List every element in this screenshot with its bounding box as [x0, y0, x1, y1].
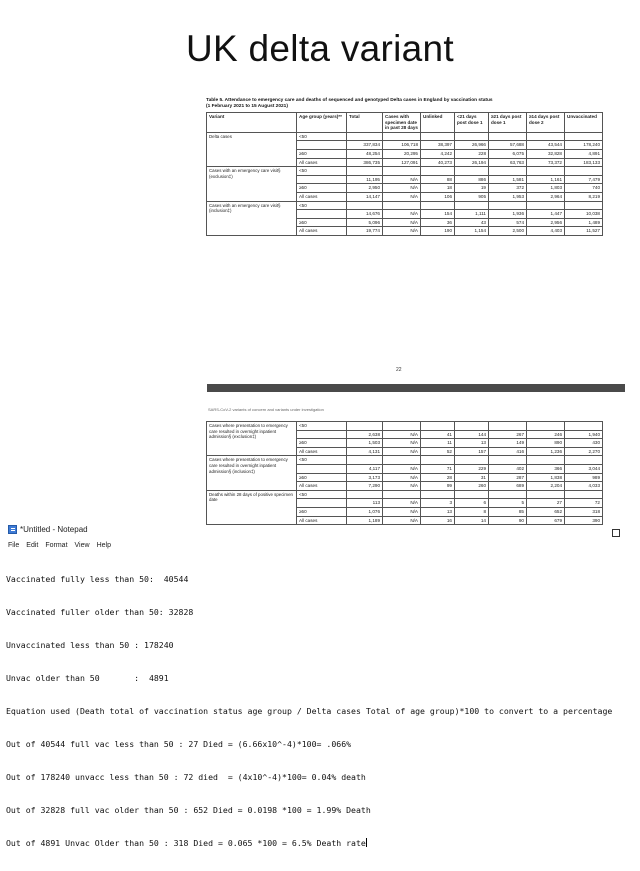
value-cell: 267 — [489, 430, 527, 439]
value-cell — [421, 490, 455, 499]
text-line: Unvac older than 50 : 4891 — [6, 673, 169, 683]
value-cell: 416 — [489, 447, 527, 456]
value-cell: 106 — [421, 192, 455, 201]
value-cell: 246 — [527, 430, 565, 439]
value-cell: N/A — [383, 482, 421, 491]
value-cell: 886 — [455, 175, 489, 184]
value-cell: 7,479 — [565, 175, 603, 184]
text-line: Equation used (Death total of vaccination status age group / Delta cases Total of age group)*100 to convert to a percentage — [6, 706, 613, 716]
age-group-cell: ≥50 — [297, 473, 347, 482]
value-cell: 7,290 — [347, 482, 383, 491]
value-cell — [383, 490, 421, 499]
text-line: Vaccinated fully less than 50: 40544 — [6, 574, 189, 584]
text-line: Vaccinated fuller older than 50: 32828 — [6, 607, 194, 617]
value-cell: 88 — [421, 175, 455, 184]
age-group-cell: <50 — [297, 422, 347, 431]
value-cell — [565, 422, 603, 431]
last-text-line: Out of 4891 Unvac Older than 50 : 318 Died = 0.065 *100 = 6.5% Death rate — [6, 838, 366, 848]
value-cell: 1,189 — [347, 516, 383, 525]
page-running-header: SARS-CoV-2 variants of concern and variants under investigation — [208, 407, 324, 412]
page-divider — [207, 384, 625, 392]
text-line: Out of 40544 full vac less than 50 : 27 Died = (6.66x10^-4)*100= .066% — [6, 739, 352, 749]
value-cell — [347, 422, 383, 431]
value-cell: 26,194 — [455, 158, 489, 167]
value-cell — [421, 456, 455, 465]
value-cell: 43,544 — [527, 141, 565, 150]
report-page-bottom — [206, 421, 624, 525]
value-cell: 85 — [489, 507, 527, 516]
value-cell — [383, 167, 421, 176]
text-line: Out of 178240 unvacc less than 50 : 72 died = (4x10^-4)*100= 0.04% death — [6, 772, 366, 782]
value-cell: 73,372 — [527, 158, 565, 167]
value-cell — [565, 201, 603, 210]
value-cell: N/A — [383, 227, 421, 236]
report-page-top — [206, 98, 624, 236]
value-cell: 13 — [421, 507, 455, 516]
value-cell — [565, 456, 603, 465]
value-cell: 689 — [489, 482, 527, 491]
value-cell — [383, 132, 421, 141]
table-row — [207, 132, 603, 141]
value-cell: 20,295 — [383, 149, 421, 158]
value-cell: N/A — [383, 464, 421, 473]
value-cell: 989 — [565, 473, 603, 482]
value-cell: 2,956 — [527, 218, 565, 227]
value-cell — [565, 167, 603, 176]
menu-edit[interactable]: Edit — [26, 542, 39, 549]
column-header: Age group (years)** — [297, 113, 347, 133]
value-cell — [565, 132, 603, 141]
notepad-window[interactable] — [0, 522, 640, 848]
table-header — [207, 113, 603, 133]
value-cell: 32,828 — [527, 149, 565, 158]
value-cell: 1,838 — [527, 473, 565, 482]
value-cell: 1,503 — [347, 439, 383, 448]
value-cell: N/A — [383, 507, 421, 516]
notepad-icon — [8, 525, 17, 534]
value-cell: 2,964 — [527, 192, 565, 201]
value-cell: 574 — [489, 218, 527, 227]
value-cell: 157 — [455, 447, 489, 456]
value-cell: 337,834 — [347, 141, 383, 150]
value-cell: 1,940 — [565, 430, 603, 439]
value-cell: N/A — [383, 439, 421, 448]
value-cell — [527, 132, 565, 141]
value-cell: 679 — [527, 516, 565, 525]
header-row — [207, 113, 603, 133]
value-cell: 40,273 — [421, 158, 455, 167]
age-group-cell: <50 — [297, 456, 347, 465]
value-cell: 19,774 — [347, 227, 383, 236]
column-header: Variant — [207, 113, 297, 133]
value-cell — [455, 201, 489, 210]
value-cell: N/A — [383, 447, 421, 456]
value-cell: 14,147 — [347, 192, 383, 201]
value-cell: N/A — [383, 218, 421, 227]
section-label: Cases where presentation to emergency care resulted in overnight inpatient admission§ (inclusion‡) — [207, 456, 297, 490]
value-cell: 1,161 — [527, 175, 565, 184]
value-cell: 3,044 — [565, 464, 603, 473]
age-group-cell: <50 — [297, 132, 347, 141]
table-row — [207, 422, 603, 431]
value-cell: 1,154 — [455, 227, 489, 236]
value-cell: 287 — [489, 473, 527, 482]
value-cell — [565, 490, 603, 499]
table-row — [207, 201, 603, 210]
value-cell — [527, 422, 565, 431]
menu-file[interactable]: File — [8, 542, 20, 549]
value-cell: 890 — [527, 439, 565, 448]
value-cell — [347, 201, 383, 210]
age-group-cell: All cases — [297, 482, 347, 491]
value-cell: 6 — [455, 499, 489, 508]
age-group-cell — [297, 210, 347, 219]
menu-help[interactable]: Help — [96, 542, 111, 549]
value-cell — [489, 201, 527, 210]
section-label: Deaths within 28 days of positive specimen date — [207, 490, 297, 524]
value-cell: 1,489 — [565, 218, 603, 227]
value-cell: 366 — [527, 464, 565, 473]
value-cell: 144 — [455, 430, 489, 439]
value-cell: 652 — [527, 507, 565, 516]
value-cell: 26,966 — [455, 141, 489, 150]
age-group-cell: All cases — [297, 192, 347, 201]
age-group-cell: <50 — [297, 490, 347, 499]
value-cell — [347, 490, 383, 499]
text-line: Out of 32828 full vac older than 50 : 652 Died = 0.0198 *100 = 1.99% Death — [6, 805, 371, 815]
value-cell: 48,254 — [347, 149, 383, 158]
caption-line-1: Table 5. Attendance to emergency care and deaths of sequenced and genotyped Delta cases in England by vaccination status — [206, 98, 493, 103]
value-cell: 1,936 — [489, 210, 527, 219]
value-cell: 11 — [421, 439, 455, 448]
column-header: <21 days post dose 1 — [455, 113, 489, 133]
value-cell: 13 — [455, 439, 489, 448]
text-line — [6, 838, 612, 849]
value-cell: 4,242 — [421, 149, 455, 158]
age-group-cell: ≥50 — [297, 218, 347, 227]
value-cell: 2,638 — [347, 430, 383, 439]
column-header: Total — [347, 113, 383, 133]
page-number: 22 — [396, 367, 402, 373]
value-cell: N/A — [383, 175, 421, 184]
value-cell — [347, 167, 383, 176]
value-cell: 31 — [455, 473, 489, 482]
value-cell: N/A — [383, 210, 421, 219]
value-cell: N/A — [383, 430, 421, 439]
value-cell: 190 — [421, 227, 455, 236]
table-row — [207, 490, 603, 499]
value-cell: 318 — [565, 507, 603, 516]
caption-line-2: (1 February 2021 to 15 August 2021) — [206, 104, 288, 109]
section-label: Cases with an emergency care visit§ (inclusion‡) — [207, 201, 297, 235]
value-cell: 5 — [489, 499, 527, 508]
value-cell: 28 — [421, 473, 455, 482]
value-cell: 18 — [421, 184, 455, 193]
column-header: Cases with specimen date in past 28 days — [383, 113, 421, 133]
value-cell — [455, 167, 489, 176]
value-cell: 38,397 — [421, 141, 455, 150]
age-group-cell: ≥50 — [297, 149, 347, 158]
age-group-cell: ≥50 — [297, 507, 347, 516]
window-title: *Untitled - Notepad — [20, 525, 88, 534]
value-cell: 402 — [489, 464, 527, 473]
value-cell — [489, 456, 527, 465]
age-group-cell — [297, 464, 347, 473]
value-cell: 11,527 — [565, 227, 603, 236]
age-group-cell: <50 — [297, 201, 347, 210]
age-group-cell — [297, 175, 347, 184]
value-cell: 11,195 — [347, 175, 383, 184]
value-cell — [383, 201, 421, 210]
value-cell: 14,676 — [347, 210, 383, 219]
value-cell — [421, 201, 455, 210]
value-cell — [527, 201, 565, 210]
table-body — [207, 132, 603, 235]
value-cell — [347, 456, 383, 465]
value-cell: 1,447 — [527, 210, 565, 219]
value-cell — [383, 422, 421, 431]
value-cell — [383, 456, 421, 465]
value-cell: 4,131 — [347, 447, 383, 456]
value-cell: 1,803 — [527, 184, 565, 193]
age-group-cell — [297, 499, 347, 508]
age-group-cell: ≥50 — [297, 439, 347, 448]
notepad-menubar — [8, 542, 111, 549]
value-cell: 113 — [347, 499, 383, 508]
value-cell — [489, 132, 527, 141]
value-cell: 154 — [421, 210, 455, 219]
value-cell: 2,270 — [565, 447, 603, 456]
value-cell — [489, 490, 527, 499]
value-cell: 2,950 — [347, 184, 383, 193]
value-cell: 3,173 — [347, 473, 383, 482]
value-cell: 5,096 — [347, 218, 383, 227]
value-cell: 36 — [421, 218, 455, 227]
value-cell: 229 — [455, 464, 489, 473]
value-cell: 63,763 — [489, 158, 527, 167]
value-cell: N/A — [383, 516, 421, 525]
value-cell: 1,236 — [527, 447, 565, 456]
value-cell: 8 — [455, 507, 489, 516]
value-cell: 149 — [489, 439, 527, 448]
value-cell: 4,117 — [347, 464, 383, 473]
value-cell: 178,240 — [565, 141, 603, 150]
value-cell: 4,033 — [565, 482, 603, 491]
value-cell: 1,581 — [489, 175, 527, 184]
value-cell: 740 — [565, 184, 603, 193]
value-cell — [527, 167, 565, 176]
value-cell: 27 — [527, 499, 565, 508]
page-title: UK delta variant — [185, 28, 455, 69]
notepad-titlebar[interactable] — [8, 525, 88, 534]
value-cell: 14 — [455, 516, 489, 525]
value-cell: 57,688 — [489, 141, 527, 150]
delta-admissions-deaths-table — [206, 421, 603, 525]
value-cell: 228 — [455, 149, 489, 158]
section-label: Cases where presentation to emergency care resulted in overnight inpatient admission§ (exclusion‡) — [207, 422, 297, 456]
value-cell: 52 — [421, 447, 455, 456]
value-cell: 390 — [565, 516, 603, 525]
value-cell: 19 — [455, 184, 489, 193]
value-cell — [489, 167, 527, 176]
value-cell: 43 — [455, 218, 489, 227]
table-body — [207, 422, 603, 525]
value-cell: 905 — [455, 192, 489, 201]
value-cell: 2,204 — [527, 482, 565, 491]
value-cell: N/A — [383, 184, 421, 193]
value-cell: 6,075 — [489, 149, 527, 158]
value-cell — [455, 490, 489, 499]
value-cell: 1,953 — [489, 192, 527, 201]
value-cell: 4,891 — [565, 149, 603, 158]
value-cell: 372 — [489, 184, 527, 193]
notepad-text-area[interactable] — [6, 552, 612, 871]
value-cell — [455, 132, 489, 141]
column-header: Unlinked — [421, 113, 455, 133]
value-cell: N/A — [383, 473, 421, 482]
value-cell: 1,076 — [347, 507, 383, 516]
value-cell — [455, 456, 489, 465]
age-group-cell: All cases — [297, 447, 347, 456]
value-cell: 106,718 — [383, 141, 421, 150]
value-cell — [455, 422, 489, 431]
column-header: Unvaccinated — [565, 113, 603, 133]
value-cell: 3 — [421, 499, 455, 508]
delta-attendance-table — [206, 112, 603, 236]
value-cell — [527, 456, 565, 465]
value-cell — [421, 132, 455, 141]
value-cell: N/A — [383, 499, 421, 508]
value-cell: 8,219 — [565, 192, 603, 201]
value-cell: 386,735 — [347, 158, 383, 167]
table-row — [207, 167, 603, 176]
menu-format[interactable]: Format — [45, 542, 68, 549]
value-cell: 72 — [565, 499, 603, 508]
value-cell: 183,133 — [565, 158, 603, 167]
value-cell: 10,038 — [565, 210, 603, 219]
value-cell: 99 — [421, 482, 455, 491]
age-group-cell: All cases — [297, 516, 347, 525]
value-cell — [527, 490, 565, 499]
age-group-cell: All cases — [297, 227, 347, 236]
age-group-cell — [297, 141, 347, 150]
value-cell: 260 — [455, 482, 489, 491]
value-cell — [347, 132, 383, 141]
age-group-cell — [297, 430, 347, 439]
value-cell: 90 — [489, 516, 527, 525]
age-group-cell: All cases — [297, 158, 347, 167]
value-cell: 127,091 — [383, 158, 421, 167]
value-cell: 430 — [565, 439, 603, 448]
column-header: ≥14 days post dose 2 — [527, 113, 565, 133]
value-cell: 2,500 — [489, 227, 527, 236]
section-label: Cases with an emergency care visit§ (exclusion‡) — [207, 167, 297, 201]
value-cell: 1,111 — [455, 210, 489, 219]
age-group-cell: ≥50 — [297, 184, 347, 193]
value-cell — [421, 167, 455, 176]
section-label: Delta cases — [207, 132, 297, 166]
text-line: Unvaccinated less than 50 : 178240 — [6, 640, 174, 650]
value-cell: 41 — [421, 430, 455, 439]
text-caret — [366, 838, 367, 847]
column-header: ≥21 days post dose 1 — [489, 113, 527, 133]
value-cell — [489, 422, 527, 431]
table-caption — [206, 98, 566, 110]
value-cell: N/A — [383, 192, 421, 201]
value-cell: 16 — [421, 516, 455, 525]
table-row — [207, 456, 603, 465]
value-cell: 71 — [421, 464, 455, 473]
age-group-cell: <50 — [297, 167, 347, 176]
menu-view[interactable]: View — [74, 542, 90, 549]
value-cell: 4,403 — [527, 227, 565, 236]
value-cell — [421, 422, 455, 431]
